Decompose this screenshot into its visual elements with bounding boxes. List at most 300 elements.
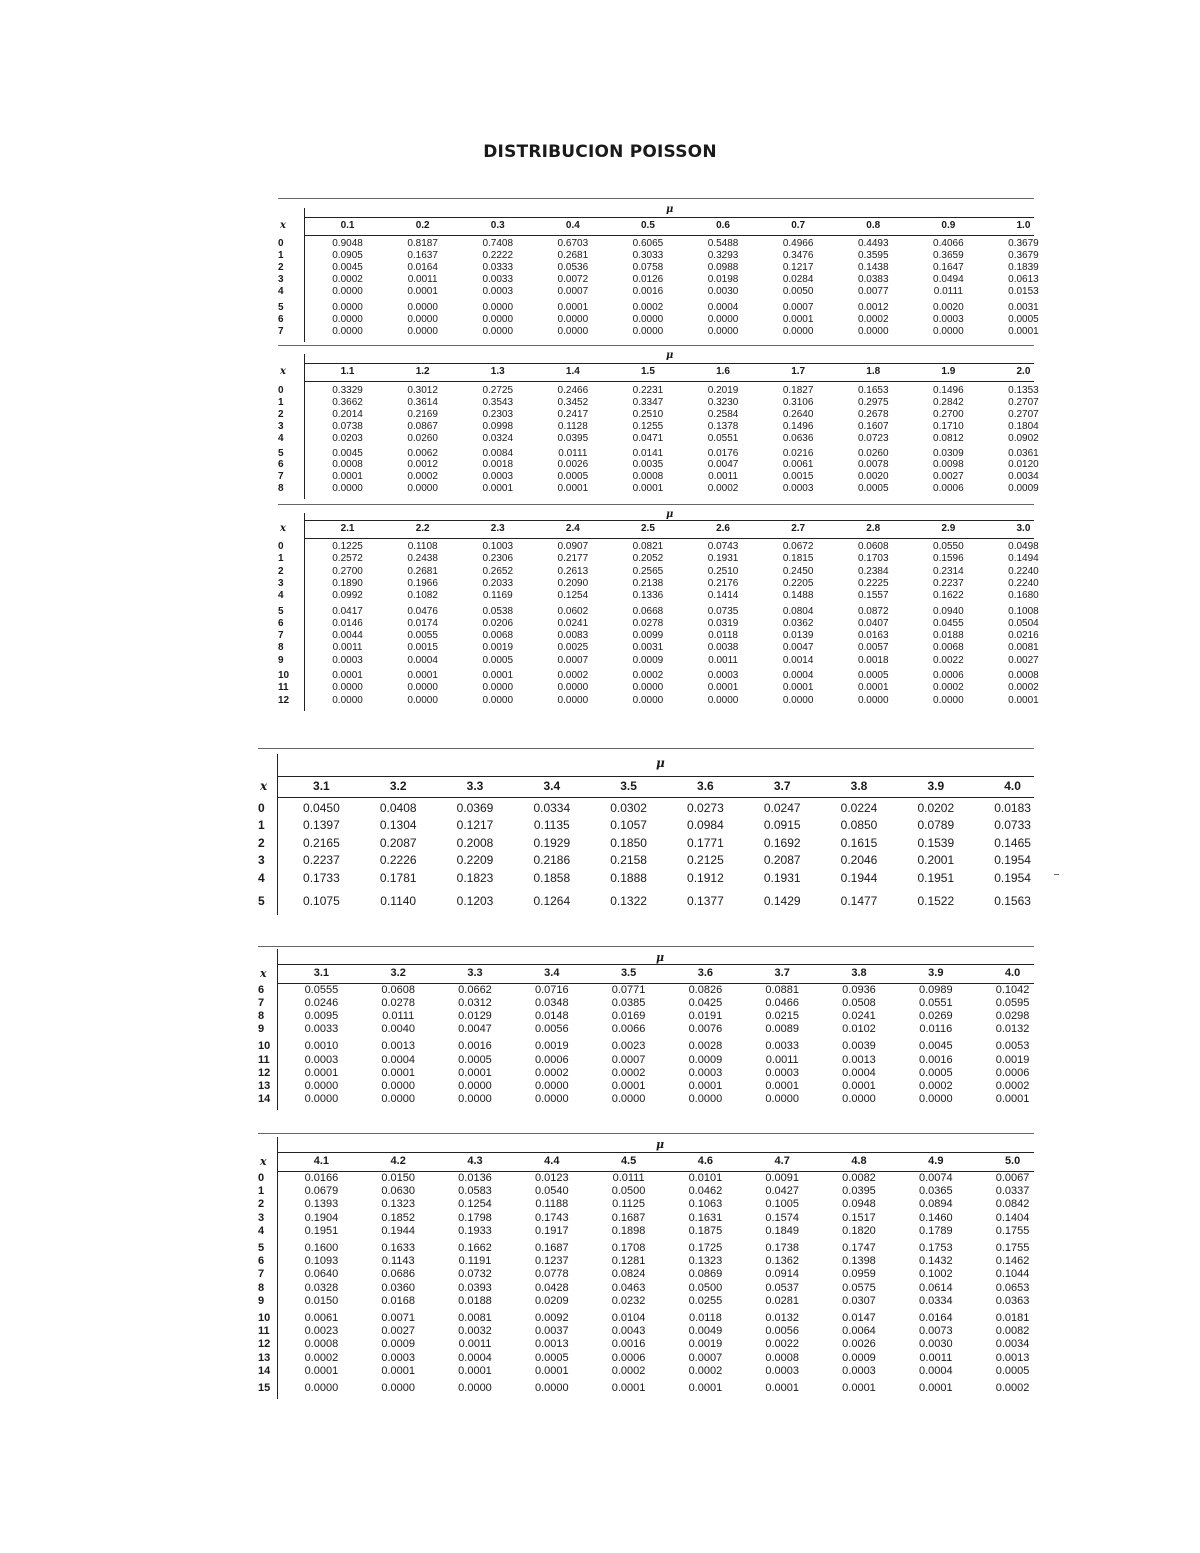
probability-cell: 0.0246 [304, 997, 339, 1010]
probability-cell: 0.0164 [407, 262, 438, 274]
probability-cell: 0.0056 [534, 1023, 569, 1036]
mu-column-header: 3.1 [313, 967, 330, 979]
probability-cell: 0.0224 [840, 801, 878, 815]
probability-cell: 0.3012 [407, 385, 438, 396]
probability-cell: 0.1607 [857, 420, 889, 432]
probability-cell: 0.0001 [765, 1382, 800, 1394]
probability-cell: 0.0000 [332, 483, 363, 495]
probability-cell: 0.0004 [707, 301, 739, 313]
probability-cell: 0.0363 [995, 1294, 1030, 1307]
probability-cell: 0.0361 [1008, 447, 1039, 459]
probability-cell: 0.3452 [557, 396, 589, 408]
probability-cell: 0.1093 [304, 1255, 339, 1268]
probability-cell: 0.0005 [995, 1364, 1030, 1377]
probability-cell: 0.0078 [857, 459, 889, 471]
probability-cell: 0.0003 [765, 1066, 800, 1079]
probability-cell: 0.0008 [304, 1338, 339, 1351]
probability-cell: 0.0365 [918, 1185, 953, 1198]
probability-cell: 0.0002 [632, 301, 664, 313]
probability-cell: 0.2205 [782, 577, 814, 589]
probability-cell: 0.1708 [611, 1242, 646, 1254]
mu-column-header: 3.8 [850, 779, 868, 793]
probability-cell: 0.2510 [707, 565, 739, 577]
probability-cell: 0.0168 [381, 1294, 416, 1307]
mu-column-header: 1.9 [941, 366, 956, 377]
probability-cell: 0.0959 [842, 1268, 876, 1281]
probability-cell: 0.0653 [995, 1281, 1030, 1294]
probability-cell: 0.0001 [995, 1092, 1030, 1105]
probability-cell: 0.1140 [380, 894, 417, 908]
probability-cell: 0.0003 [332, 654, 363, 666]
probability-cell: 0.0011 [919, 1351, 953, 1364]
mu-column-header: 3.5 [620, 967, 637, 979]
x-value: 9 [258, 1023, 265, 1036]
probability-cell: 0.0011 [332, 642, 363, 654]
probability-cell: 0.0015 [782, 471, 814, 483]
mu-symbol: μ [666, 509, 674, 520]
probability-cell: 0.0067 [995, 1172, 1030, 1184]
probability-cell: 0.0002 [707, 483, 739, 495]
poisson-table [278, 345, 1039, 499]
x-column-header: x [260, 779, 268, 793]
probability-cell: 0.6065 [632, 238, 664, 249]
probability-cell: 0.0894 [918, 1198, 953, 1211]
probability-cell: 0.2314 [933, 565, 964, 577]
probability-cell: 0.0006 [995, 1066, 1030, 1079]
probability-cell: 0.0001 [458, 1364, 492, 1377]
probability-cell: 0.2231 [632, 385, 664, 396]
probability-cell: 0.1951 [917, 870, 955, 885]
mu-column-header: 4.8 [851, 1155, 867, 1167]
probability-cell: 0.0608 [857, 541, 889, 552]
probability-cell: 0.1789 [918, 1224, 953, 1237]
probability-cell: 0.0000 [782, 325, 814, 337]
probability-cell: 0.0000 [332, 325, 363, 337]
probability-cell: 0.1496 [782, 420, 814, 432]
probability-cell: 0.2033 [482, 577, 514, 589]
probability-cell: 0.0011 [765, 1053, 799, 1066]
probability-cell: 0.0005 [534, 1351, 569, 1364]
mu-column-header: 2.0 [1016, 366, 1031, 377]
probability-cell: 0.0428 [534, 1281, 569, 1294]
probability-cell: 0.0812 [933, 432, 964, 444]
probability-cell: 0.0202 [917, 801, 955, 815]
probability-cell: 0.1563 [994, 894, 1031, 908]
probability-cell: 0.0006 [534, 1053, 569, 1066]
poisson-table [258, 1133, 1034, 1399]
probability-cell: 0.0003 [688, 1066, 723, 1079]
table-top-rule [278, 198, 1034, 199]
probability-cell: 0.0989 [918, 984, 953, 996]
probability-cell: 0.1008 [1008, 605, 1039, 617]
probability-cell: 0.0002 [918, 1079, 953, 1092]
probability-cell: 0.0111 [382, 1010, 415, 1023]
probability-cell: 0.0273 [687, 801, 724, 815]
probability-cell: 0.0001 [782, 682, 814, 694]
x-value: 6 [278, 313, 284, 325]
probability-cell: 0.0049 [688, 1325, 723, 1338]
probability-cell: 0.1353 [1008, 385, 1039, 396]
probability-cell: 0.3230 [707, 396, 739, 408]
mu-symbol: μ [656, 951, 665, 964]
mu-column-header: 2.8 [866, 523, 881, 534]
probability-cell: 0.0255 [688, 1294, 723, 1307]
probability-cell: 0.0000 [407, 682, 438, 694]
probability-cell: 0.2177 [557, 553, 589, 565]
probability-cell: 0.0007 [557, 654, 589, 666]
x-value: 8 [278, 642, 284, 654]
probability-cell: 0.0000 [688, 1092, 723, 1105]
probability-cell: 0.0508 [842, 997, 876, 1010]
probability-cell: 0.0066 [611, 1023, 646, 1036]
probability-cell: 0.1898 [611, 1224, 646, 1237]
probability-cell: 0.1888 [610, 870, 647, 885]
x-value: 8 [258, 1010, 265, 1023]
probability-cell: 0.0000 [557, 682, 589, 694]
mu-column-header: 1.4 [565, 366, 580, 377]
mu-column-header: 3.1 [313, 779, 330, 793]
probability-cell: 0.0183 [994, 801, 1031, 815]
probability-cell: 0.2240 [1008, 577, 1039, 589]
probability-cell: 0.2681 [407, 565, 438, 577]
probability-cell: 0.0000 [482, 325, 514, 337]
probability-cell: 0.0038 [707, 642, 739, 654]
probability-cell: 0.0011 [708, 654, 738, 666]
probability-cell: 0.0007 [688, 1351, 723, 1364]
x-value: 1 [278, 396, 284, 408]
probability-cell: 0.0000 [782, 694, 814, 706]
x-value: 2 [258, 835, 265, 850]
probability-cell: 0.0148 [534, 1010, 569, 1023]
probability-cell: 0.1753 [918, 1242, 953, 1254]
probability-cell: 0.0771 [611, 984, 646, 996]
probability-cell: 0.8187 [407, 238, 438, 249]
probability-cell: 0.2209 [456, 853, 494, 868]
probability-cell: 0.0013 [381, 1040, 416, 1053]
mu-column-header: 2.3 [490, 523, 505, 534]
probability-cell: 0.0905 [332, 250, 363, 262]
probability-cell: 0.1362 [765, 1255, 800, 1268]
probability-cell: 0.1798 [458, 1211, 492, 1224]
probability-cell: 0.0077 [857, 286, 889, 298]
probability-cell: 0.0555 [304, 984, 339, 996]
probability-cell: 0.0002 [933, 682, 964, 694]
mu-column-header: 3.3 [467, 967, 483, 979]
probability-cell: 0.2417 [557, 408, 589, 420]
probability-cell: 0.1687 [611, 1211, 646, 1224]
probability-cell: 0.2466 [557, 385, 589, 396]
probability-cell: 0.0164 [918, 1312, 953, 1324]
probability-cell: 0.0062 [407, 447, 438, 459]
probability-cell: 0.1255 [632, 420, 664, 432]
probability-cell: 0.0307 [842, 1294, 876, 1307]
probability-cell: 0.0025 [557, 642, 589, 654]
probability-cell: 0.1496 [933, 385, 964, 396]
probability-cell: 0.0000 [407, 301, 438, 313]
probability-cell: 0.2700 [332, 565, 363, 577]
probability-cell: 0.0867 [407, 420, 438, 432]
probability-cell: 0.0393 [458, 1281, 492, 1294]
probability-cell: 0.0020 [933, 301, 964, 313]
probability-cell: 0.0003 [707, 670, 739, 681]
probability-cell: 0.0369 [456, 801, 494, 815]
probability-cell: 0.2510 [632, 408, 664, 420]
probability-cell: 0.0004 [458, 1351, 492, 1364]
probability-cell: 0.0174 [407, 617, 438, 629]
probability-cell: 0.0001 [332, 471, 363, 483]
probability-cell: 0.0001 [857, 682, 889, 694]
probability-cell: 0.0324 [482, 432, 514, 444]
probability-cell: 0.1462 [995, 1255, 1030, 1268]
probability-cell: 0.0001 [407, 670, 438, 681]
probability-cell: 0.0003 [482, 286, 514, 298]
probability-cell: 0.1393 [304, 1198, 339, 1211]
mu-column-header: 1.0 [1016, 220, 1031, 231]
probability-cell: 0.0241 [842, 1010, 876, 1023]
probability-cell: 0.0073 [918, 1325, 953, 1338]
x-value: 9 [258, 1294, 265, 1307]
probability-cell: 0.0209 [534, 1294, 569, 1307]
x-value: 10 [258, 1312, 271, 1324]
mu-column-header: 4.1 [313, 1155, 330, 1167]
mu-column-header: 1.5 [640, 366, 655, 377]
probability-cell: 0.1929 [533, 835, 571, 850]
x-value: 11 [258, 1053, 270, 1066]
probability-cell: 0.0013 [995, 1351, 1030, 1364]
probability-cell: 0.2450 [782, 565, 814, 577]
probability-cell: 0.0000 [557, 325, 589, 337]
probability-cell: 0.0001 [688, 1079, 723, 1092]
probability-cell: 0.7408 [482, 238, 514, 249]
probability-cell: 0.0033 [304, 1023, 339, 1036]
x-value: 2 [278, 262, 284, 274]
probability-cell: 0.0191 [688, 1010, 723, 1023]
probability-cell: 0.0000 [933, 325, 964, 337]
probability-cell: 0.0009 [381, 1338, 416, 1351]
probability-cell: 0.0089 [765, 1023, 800, 1036]
x-value: 1 [278, 250, 284, 262]
probability-cell: 0.0005 [918, 1066, 953, 1079]
mu-column-header: 3.6 [697, 967, 714, 979]
probability-cell: 0.0002 [611, 1066, 646, 1079]
probability-cell: 0.2640 [782, 408, 814, 420]
probability-cell: 0.0000 [933, 694, 964, 706]
probability-cell: 0.4066 [933, 238, 964, 249]
probability-cell: 0.0733 [994, 818, 1031, 833]
probability-cell: 0.0716 [534, 984, 569, 996]
probability-cell: 0.1075 [303, 894, 340, 908]
x-value: 1 [278, 553, 284, 565]
probability-cell: 0.1710 [933, 420, 964, 432]
probability-cell: 0.0031 [1008, 301, 1039, 313]
header-underline [304, 538, 1034, 539]
probability-cell: 0.0008 [332, 459, 363, 471]
x-column-header: x [280, 523, 286, 534]
probability-cell: 0.0002 [857, 313, 889, 325]
probability-cell: 0.0047 [782, 642, 814, 654]
probability-cell: 0.0132 [995, 1023, 1030, 1036]
probability-cell: 0.0455 [933, 617, 964, 629]
probability-cell: 0.0003 [381, 1351, 416, 1364]
probability-cell: 0.1539 [917, 835, 955, 850]
probability-cell: 0.1827 [782, 385, 814, 396]
probability-cell: 0.0150 [381, 1172, 416, 1184]
probability-cell: 0.0002 [1008, 682, 1039, 694]
mu-column-header: 1.8 [866, 366, 881, 377]
probability-cell: 0.0003 [765, 1364, 800, 1377]
probability-cell: 0.1631 [688, 1211, 723, 1224]
probability-cell: 0.1323 [688, 1255, 723, 1268]
probability-cell: 0.2125 [687, 853, 724, 868]
probability-cell: 0.0614 [918, 1281, 953, 1294]
probability-cell: 0.0319 [707, 617, 739, 629]
probability-cell: 0.2975 [857, 396, 889, 408]
probability-cell: 0.1429 [763, 894, 801, 908]
probability-cell: 0.0153 [1008, 286, 1039, 298]
probability-cell: 0.0039 [842, 1040, 876, 1053]
probability-cell: 0.0198 [707, 274, 739, 286]
probability-cell: 0.0001 [482, 483, 514, 495]
probability-cell: 0.2303 [482, 408, 514, 420]
probability-cell: 0.1850 [610, 835, 647, 850]
x-value: 5 [278, 301, 284, 313]
mu-column-header: 4.9 [928, 1155, 944, 1167]
mu-column-header: 3.7 [773, 779, 791, 793]
probability-cell: 0.1082 [407, 590, 438, 602]
probability-cell: 0.0002 [407, 471, 438, 483]
probability-cell: 0.1738 [765, 1242, 800, 1254]
probability-cell: 0.2237 [303, 853, 340, 868]
probability-cell: 0.0150 [304, 1294, 339, 1307]
header-underline [304, 235, 1034, 236]
probability-cell: 0.0001 [557, 301, 589, 313]
probability-cell: 0.0005 [1008, 313, 1039, 325]
probability-cell: 0.2138 [632, 577, 664, 589]
probability-cell: 0.0494 [933, 274, 964, 286]
probability-cell: 0.0002 [995, 1382, 1030, 1394]
probability-cell: 0.0071 [381, 1312, 416, 1324]
probability-cell: 0.1944 [381, 1224, 416, 1237]
probability-cell: 0.0312 [458, 997, 492, 1010]
probability-cell: 0.1217 [782, 262, 814, 274]
probability-cell: 0.0047 [458, 1023, 492, 1036]
probability-cell: 0.0302 [610, 801, 647, 815]
probability-cell: 0.2678 [857, 408, 889, 420]
probability-cell: 0.0613 [1008, 274, 1039, 286]
probability-cell: 0.0425 [688, 997, 723, 1010]
probability-cell: 0.1944 [840, 870, 878, 885]
probability-cell: 0.1890 [332, 577, 363, 589]
mu-column-header: 0.3 [490, 220, 505, 231]
probability-cell: 0.0136 [458, 1172, 492, 1184]
x-column-divider [304, 208, 305, 342]
probability-cell: 0.0000 [304, 1079, 339, 1092]
probability-cell: 0.1933 [458, 1224, 492, 1237]
probability-cell: 0.0011 [708, 471, 738, 483]
probability-cell: 0.0111 [558, 447, 588, 459]
mu-column-header: 3.4 [544, 967, 560, 979]
probability-cell: 0.0738 [332, 420, 363, 432]
probability-cell: 0.2001 [917, 853, 955, 868]
probability-cell: 0.1264 [533, 894, 571, 908]
probability-cell: 0.0778 [534, 1268, 569, 1281]
probability-cell: 0.0471 [632, 432, 664, 444]
mu-column-header: 0.5 [640, 220, 655, 231]
mu-symbol: μ [666, 204, 674, 215]
probability-cell: 0.0141 [632, 447, 664, 459]
probability-cell: 0.0116 [919, 1023, 953, 1036]
probability-cell: 0.3679 [1008, 238, 1039, 249]
probability-cell: 0.0000 [857, 325, 889, 337]
probability-cell: 0.0132 [765, 1312, 800, 1324]
probability-cell: 0.0000 [632, 313, 664, 325]
probability-cell: 0.0035 [632, 459, 664, 471]
probability-cell: 0.1108 [407, 541, 438, 552]
probability-cell: 0.0007 [611, 1053, 646, 1066]
probability-cell: 0.2384 [857, 565, 889, 577]
probability-cell: 0.0636 [782, 432, 814, 444]
probability-cell: 0.0123 [534, 1172, 569, 1184]
x-value: 4 [258, 1224, 265, 1237]
table-top-rule [258, 748, 1034, 749]
probability-cell: 0.0003 [782, 483, 814, 495]
probability-cell: 0.0000 [304, 1092, 339, 1105]
probability-cell: 0.0007 [557, 286, 589, 298]
probability-cell: 0.0395 [842, 1185, 876, 1198]
probability-cell: 0.9048 [332, 238, 363, 249]
mu-column-header: 3.2 [390, 967, 406, 979]
probability-cell: 0.0735 [707, 605, 739, 617]
x-value: 12 [258, 1338, 271, 1351]
probability-cell: 0.0247 [763, 801, 801, 815]
probability-cell: 0.0000 [458, 1079, 492, 1092]
probability-cell: 0.1203 [456, 894, 494, 908]
probability-cell: 0.0001 [458, 1066, 492, 1079]
probability-cell: 0.0821 [632, 541, 664, 552]
x-value: 12 [278, 694, 290, 706]
probability-cell: 0.0000 [407, 694, 438, 706]
probability-cell: 0.0044 [332, 630, 363, 642]
probability-cell: 0.0743 [707, 541, 739, 552]
probability-cell: 0.2176 [707, 577, 739, 589]
mu-column-header: 0.1 [340, 220, 355, 231]
probability-cell: 0.0003 [482, 471, 514, 483]
probability-cell: 0.0053 [995, 1040, 1030, 1053]
probability-cell: 0.3662 [332, 396, 363, 408]
probability-cell: 0.0915 [763, 818, 801, 833]
probability-cell: 0.0118 [708, 630, 738, 642]
probability-cell: 0.0005 [482, 654, 514, 666]
x-column-header: x [280, 220, 286, 231]
probability-cell: 0.0466 [765, 997, 800, 1010]
probability-cell: 0.0463 [611, 1281, 646, 1294]
probability-cell: 0.0260 [407, 432, 438, 444]
probability-cell: 0.1125 [612, 1198, 645, 1211]
probability-cell: 0.1281 [611, 1255, 646, 1268]
probability-cell: 0.1600 [304, 1242, 339, 1254]
x-value: 3 [258, 853, 265, 868]
probability-cell: 0.2222 [482, 250, 514, 262]
probability-cell: 0.1858 [533, 870, 571, 885]
mu-column-header: 4.7 [774, 1155, 790, 1167]
probability-cell: 0.1557 [857, 590, 889, 602]
probability-cell: 0.1003 [482, 541, 514, 552]
probability-cell: 0.0337 [995, 1185, 1030, 1198]
probability-cell: 0.1254 [557, 590, 589, 602]
probability-cell: 0.0061 [782, 459, 814, 471]
probability-cell: 0.2052 [632, 553, 664, 565]
probability-cell: 0.1615 [840, 835, 878, 850]
